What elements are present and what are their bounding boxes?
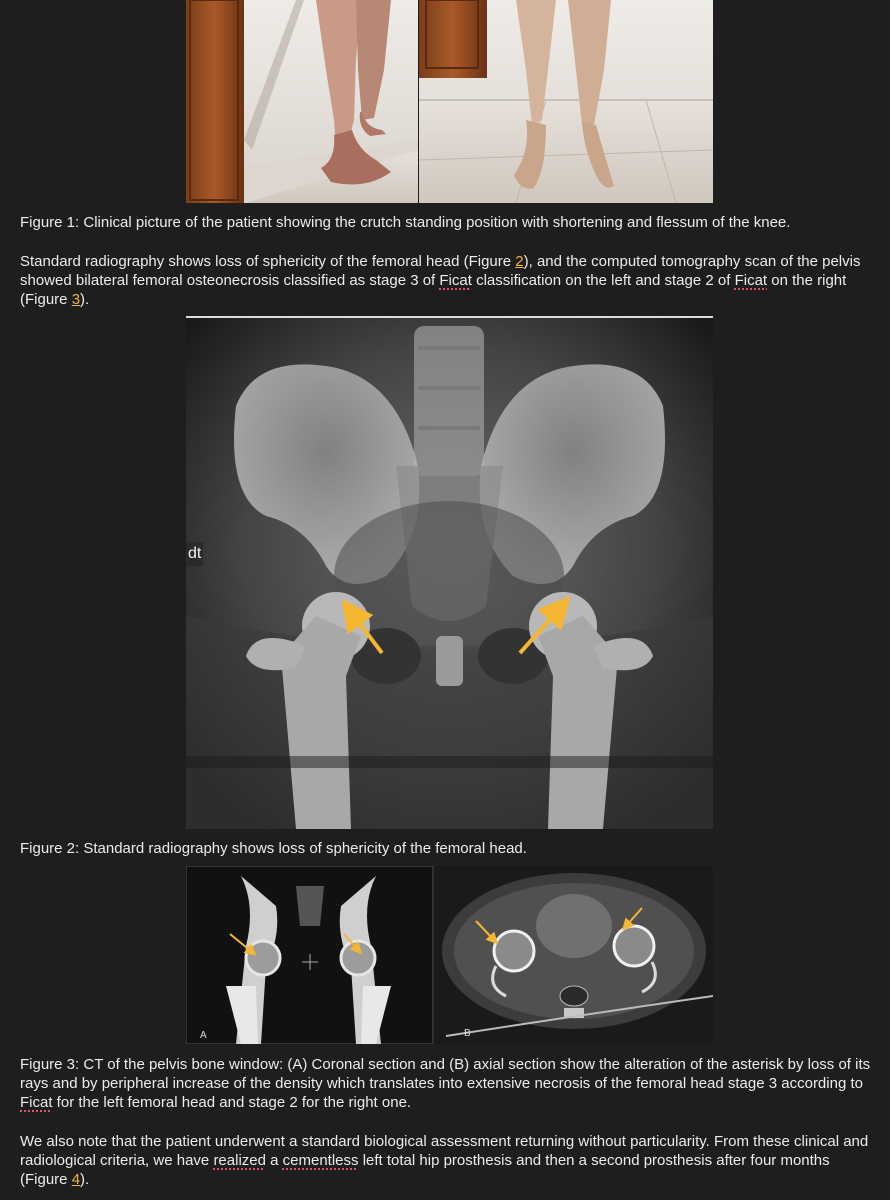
- panel-a-label: A: [200, 1030, 207, 1041]
- figure-2-caption: Figure 2: Standard radiography shows loss of sphericity of the femoral head.: [20, 840, 527, 857]
- ficat-word-1: Ficat: [439, 272, 472, 289]
- ficat-word-2: Ficat: [734, 272, 768, 289]
- para1-text-5: ).: [80, 291, 90, 308]
- cementless-word: cementless: [282, 1152, 359, 1169]
- figure-2-link[interactable]: 2: [515, 253, 524, 270]
- para1-text-4: on the right (Figure: [20, 272, 847, 308]
- para2-text-2: a: [265, 1152, 283, 1169]
- para2-text-4: ).: [80, 1171, 90, 1188]
- panel-b-label: B: [464, 1028, 471, 1039]
- paragraph-assessment: [20, 1132, 872, 1189]
- para2-text-1: We also note that the patient underwent a standard biological assessment returning without particularity. From these clinical and radiological criteria, we have: [20, 1133, 869, 1169]
- para1-text-3: classification on the left and stage 2 of: [471, 272, 735, 289]
- para2-text-3: left total hip prosthesis and then a second prosthesis after four months (Figure: [20, 1152, 830, 1188]
- figure-4-link[interactable]: 4: [71, 1171, 81, 1188]
- fig3-caption-text-2: for the left femoral head and stage 2 for the right one.: [52, 1094, 412, 1111]
- figure-1-caption: Figure 1: Clinical picture of the patient showing the crutch standing position with shortening and flessum of the knee.: [20, 214, 791, 231]
- overlay-tag: dt: [186, 542, 203, 566]
- figure-1-photo: [186, 0, 713, 203]
- fig3-caption-text-1: Figure 3: CT of the pelvis bone window: (A) Coronal section and (B) axial section show the alteration of the asterisk by loss of its rays and by peripheral increase of the density which translates into extensive necrosis of the femoral head stage 3 according to: [20, 1056, 871, 1092]
- realized-word: realized: [213, 1152, 266, 1169]
- para1-text-1: Standard radiography shows loss of sphericity of the femoral head (Figure: [20, 253, 516, 270]
- para1-text-2: ), and the computed tomography scan of the pelvis showed bilateral femoral osteonecrosis classified as stage 3 of: [20, 253, 861, 289]
- figure-3-ct: [186, 866, 713, 1044]
- figure-2-radiograph: [186, 316, 713, 829]
- figure-3-caption: [20, 1055, 872, 1112]
- figure-3-link[interactable]: 3: [71, 291, 81, 308]
- ficat-word-3: Ficat: [20, 1094, 53, 1111]
- paragraph-radiography: [20, 252, 872, 309]
